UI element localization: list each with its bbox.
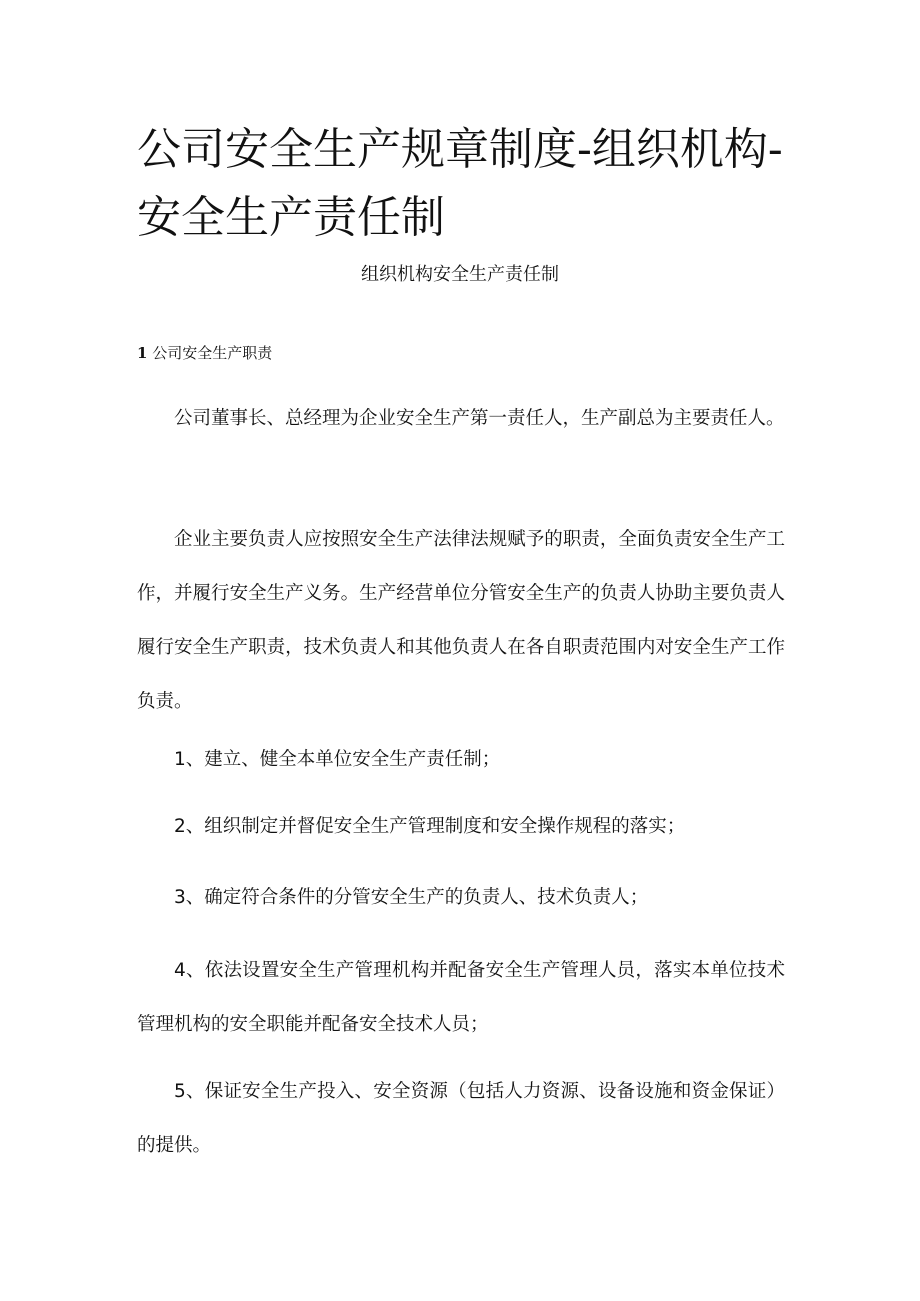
paragraph-1: 公司董事长、总经理为企业安全生产第一责任人，生产副总为主要责任人。 (174, 408, 785, 429)
list-item-2: 2、组织制定并督促安全生产管理制度和安全操作规程的落实； (174, 816, 686, 837)
list-item-4: 4、依法设置安全生产管理机构并配备安全生产管理人员，落实本单位技术管理机构的安全职能并配备安全技术人员； (137, 960, 785, 1035)
document-subtitle: 组织机构安全生产责任制 (361, 264, 559, 285)
list-item-3: 3、确定符合条件的分管安全生产的负责人、技术负责人； (174, 887, 649, 908)
paragraph-2: 企业主要负责人应按照安全生产法律法规赋予的职责，全面负责安全生产工作，并履行安全生产义务。生产经营单位分管安全生产的负责人协助主要负责人履行安全生产职责，技术负责人和其他负责人在各自职责范围内对安全生产工作负责。 (137, 529, 785, 712)
list-item-1: 1、建立、健全本单位安全生产责任制； (174, 749, 501, 770)
section-number: 1 (137, 344, 148, 362)
section-heading (137, 342, 272, 364)
section-heading-text: 公司安全生产职责 (152, 344, 273, 362)
document-title: 公司安全生产规章制度-组织机构-安全生产责任制 (137, 124, 783, 243)
list-item-5: 5、保证安全生产投入、安全资源（包括人力资源、设备设施和资金保证）的提供。 (137, 1081, 785, 1156)
